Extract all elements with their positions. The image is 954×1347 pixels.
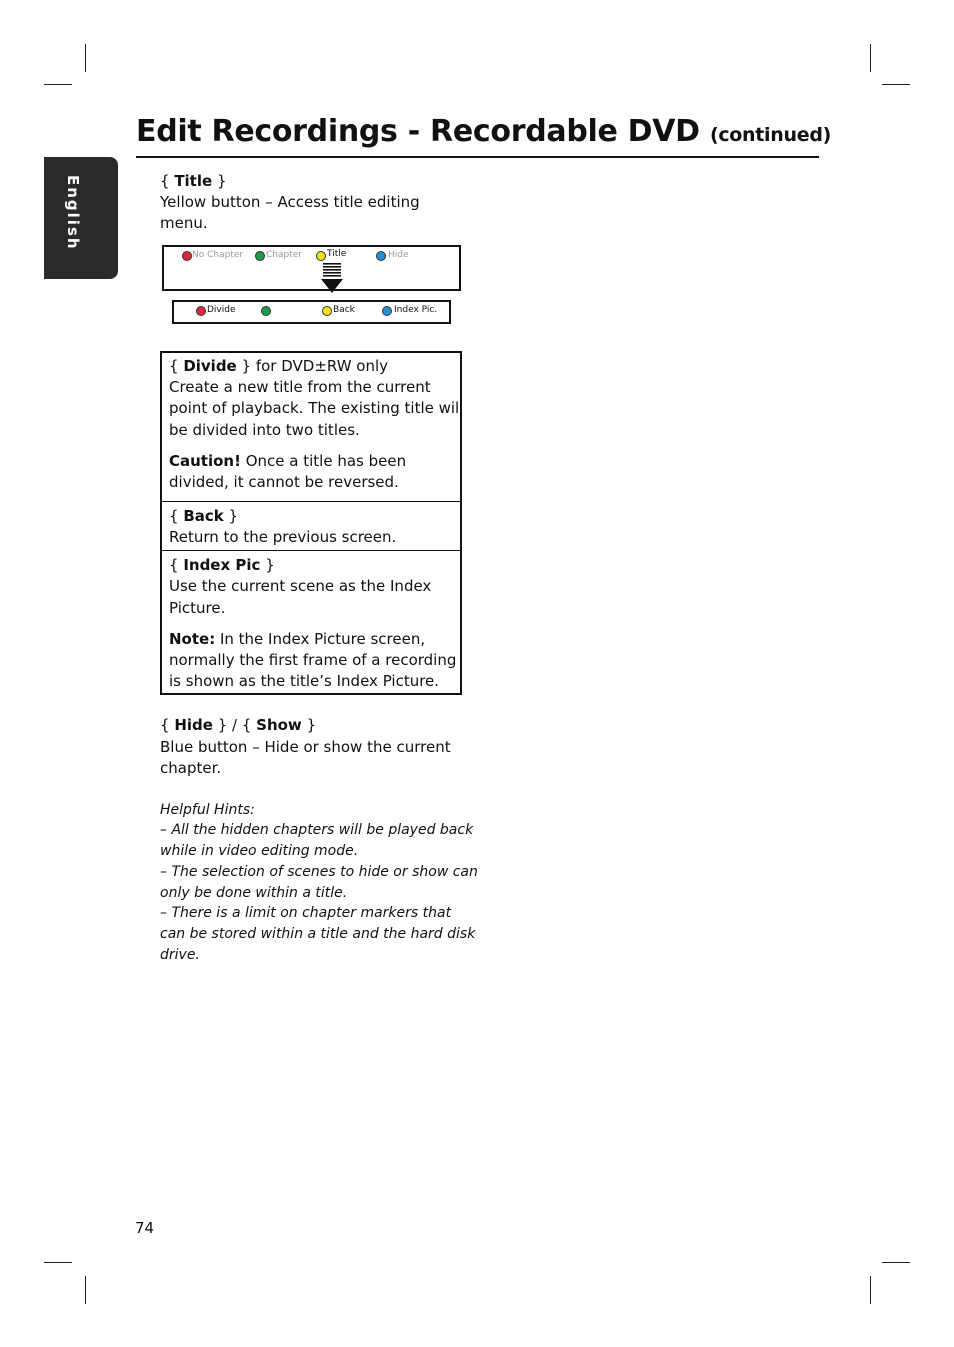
note-text: Note: In the Index Picture screen, [169,630,426,648]
back-option-text: Return to the previous screen. [169,528,397,546]
hints-title: Helpful Hints: [160,802,255,818]
menu-item-title: Title [327,249,347,259]
blue-button-icon [382,306,392,316]
page-title-continued: (continued) [709,124,831,146]
divide-option-heading: { Divide } for DVD±RW only [169,357,389,375]
language-tab [44,157,118,279]
hint-line: – The selection of scenes to hide or show can [160,864,478,880]
menu-item-no-chapter: No Chapter [192,250,244,260]
title-rule [136,156,819,158]
crop-mark [870,44,871,72]
hide-show-option-text: chapter. [160,759,222,777]
crop-mark [870,1276,871,1304]
blue-button-icon [376,251,386,261]
note-text: normally the first frame of a recording [169,651,457,669]
hint-line: while in video editing mode. [160,843,359,859]
crop-mark [85,1276,86,1304]
title-option-text: Yellow button – Access title editing [160,193,420,211]
caution-text: divided, it cannot be reversed. [169,473,399,491]
page-title [136,114,831,149]
arrow-down-icon [321,263,343,295]
title-option-text: menu. [160,214,208,232]
caution-text: Caution! Once a title has been [169,452,407,470]
index-pic-option-text: Picture. [169,599,226,617]
hide-show-option-text: Blue button – Hide or show the current [160,738,451,756]
table-divider [160,501,462,502]
hint-line: – There is a limit on chapter markers that [160,905,452,921]
page-title-main: Edit Recordings - Recordable DVD [136,114,700,149]
title-option-heading: { Title } [160,172,227,190]
language-tab-label: English [64,175,82,251]
menu-item-hide: Hide [388,250,409,260]
menu-item-index-pic: Index Pic. [394,305,438,315]
divide-option-text: point of playback. The existing title will [169,399,464,417]
red-button-icon [196,306,206,316]
hint-line: only be done within a title. [160,885,348,901]
back-option-heading: { Back } [169,507,239,525]
menu-item-divide: Divide [207,305,236,315]
red-button-icon [182,251,192,261]
index-pic-option-heading: { Index Pic } [169,556,275,574]
crop-mark [882,84,910,85]
hint-line: drive. [160,947,200,963]
divide-option-text: Create a new title from the current [169,378,431,396]
crop-mark [85,44,86,72]
hint-line: – All the hidden chapters will be played back [160,822,474,838]
crop-mark [882,1262,910,1263]
divide-option-text: be divided into two titles. [169,421,360,439]
yellow-button-icon [316,251,326,261]
green-button-icon [255,251,265,261]
page-number: 74 [135,1219,155,1237]
green-button-icon [261,306,271,316]
yellow-button-icon [322,306,332,316]
hint-line: can be stored within a title and the hard disk [160,926,476,942]
table-divider [160,550,462,551]
menu-item-back: Back [333,305,355,315]
hide-show-option-heading: { Hide } / { Show } [160,716,317,734]
note-text: is shown as the title’s Index Picture. [169,672,440,690]
crop-mark [44,1262,72,1263]
crop-mark [44,84,72,85]
index-pic-option-text: Use the current scene as the Index [169,577,432,595]
menu-item-chapter: Chapter [266,250,302,260]
